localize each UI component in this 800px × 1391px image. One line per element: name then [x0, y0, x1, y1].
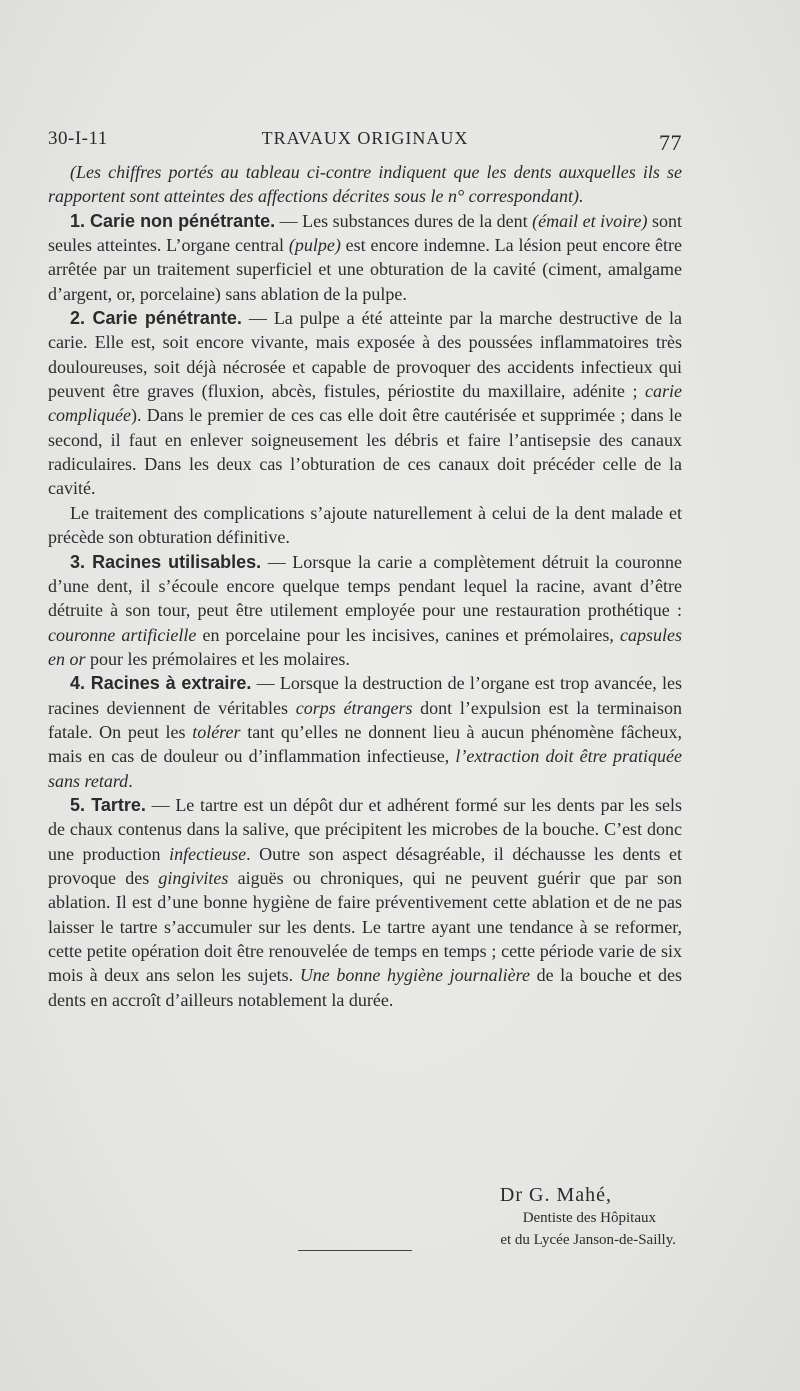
section-5-paragraph: [48, 793, 682, 1012]
section-4-paragraph: [48, 671, 682, 793]
author-signature: [48, 1184, 682, 1251]
section-4-heading: 4. Racines à extraire.: [70, 673, 252, 694]
section-4-italic: tolérer: [192, 721, 241, 742]
section-5-text: de la bouche et des dents en accroît d’ailleurs notablement la durée.: [48, 965, 682, 1010]
section-5-text: aiguës ou chroniques, qui ne peuvent guérir que par son ablation. Il est d’une bonne hygiène de faire préventivement cette ablation et de ne pas laisser le tartre s’accumuler sur les dents. Le tartre ayant une tendance à se reformer, cette petite opération doit être renouvelée de temps en temps ; cette période varie de six mois à deux ans selon les sujets.: [48, 867, 682, 986]
section-5-italic: infectieuse: [169, 843, 247, 864]
section-3-text: en porcelaine pour les incisives, canines et prémolaires,: [196, 624, 621, 645]
section-2-italic: carie compliquée: [48, 381, 682, 426]
section-5-text: — Le tartre est un dépôt dur et adhérent formé sur les dents par les sels de chaux contenus dans la salive, que précipitent les microbes de la bouche. C’est donc une production: [48, 794, 682, 864]
header-section-title: TRAVAUX ORIGINAUX: [261, 128, 469, 148]
section-3-text: — Lorsque la carie a complètement détruit la couronne d’une dent, il s’écoule encore quelque temps pendant lequel la racine, avant d’être détruite à son tour, peut être utilement employée pour une restauration prothétique :: [48, 551, 682, 621]
author-affiliation: et du Lycée Janson-de-Sailly.: [500, 1232, 676, 1248]
section-3-paragraph: [48, 550, 682, 672]
section-3-text: pour les prémolaires et les molaires.: [85, 648, 350, 669]
section-4-text: .: [128, 770, 133, 791]
section-1-italic: (pulpe): [288, 235, 341, 256]
section-1-text: sont seules atteintes. L’organe central: [48, 210, 682, 256]
author-name: Dr G. Mahé,: [499, 1184, 612, 1206]
intro-paragraph: (Les chiffres portés au tableau ci-contre indiquent que les dents auxquelles ils se rapportent sont atteintes des affections décrites sous le n° correspondant).: [48, 162, 682, 207]
section-4-text: tant qu’elles ne donnent lieu à aucun phénomène fâcheux, mais en cas de douleur ou d’inflammation infectieuse,: [48, 721, 682, 767]
section-1-heading: 1. Carie non pénétrante.: [70, 210, 276, 231]
section-5-text: . Outre son aspect désagréable, il déchausse les dents et provoque des: [48, 843, 682, 888]
section-1-text: — Les substances dures de la dent: [275, 210, 533, 231]
page-number: 77: [659, 130, 682, 155]
section-5-italic: gingivites: [158, 867, 229, 888]
section-4-text: dont l’expulsion est la terminaison fatale. On peut les: [48, 697, 682, 742]
section-4-italic: l’extraction doit être pratiquée sans retard: [48, 746, 683, 791]
section-3-heading: 3. Racines utilisables.: [70, 551, 262, 572]
header-date: 30-I-11: [48, 128, 108, 149]
running-header: [48, 126, 682, 156]
article-body: [48, 160, 682, 1012]
section-4-italic: corps étrangers: [295, 697, 413, 718]
section-1-text: est encore indemne. La lésion peut encore être arrêtée par un traitement superficiel et une obturation de la cavité (ciment, amalgame d’argent, or, porcelaine) sans ablation de la pulpe.: [48, 235, 683, 304]
section-1-paragraph: [48, 209, 682, 306]
section-2-paragraph: [48, 306, 682, 501]
section-2-extra-paragraph: Le traitement des complications s’ajoute naturellement à celui de la dent malade et précède son obturation définitive.: [48, 502, 682, 548]
section-2-text: — La pulpe a été atteinte par la marche destructive de la carie. Elle est, soit encore vivante, mais exposée à des poussées inflammatoires très douloureuses, soit déjà nécrosée et capable de provoquer des accidents infectieux qui peuvent être graves (fluxion, abcès, fistules, périostite du maxillaire, adénite ;: [48, 308, 682, 402]
section-5-heading: 5. Tartre.: [70, 794, 146, 815]
end-rule: [298, 1250, 412, 1251]
section-5-italic: Une bonne hygiène journalière: [299, 965, 530, 986]
section-4-text: — Lorsque la destruction de l’organe est trop avancée, les racines deviennent de véritables: [48, 673, 682, 718]
section-2-text: ). Dans le premier de ces cas elle doit être cautérisée et supprimée ; dans le second, il faut en enlever soigneusement les débris et faire l’antisepsie des canaux radiculaires. Dans les deux cas l’obturation de ces canaux doit précéder celle de la cavité.: [48, 405, 682, 499]
author-title: Dentiste des Hôpitaux: [522, 1210, 656, 1226]
section-2-heading: 2. Carie pénétrante.: [70, 308, 242, 329]
section-3-italic: couronne artificielle: [48, 624, 197, 645]
section-3-italic: capsules en or: [48, 624, 683, 669]
section-1-italic: (émail et ivoire): [532, 210, 648, 231]
